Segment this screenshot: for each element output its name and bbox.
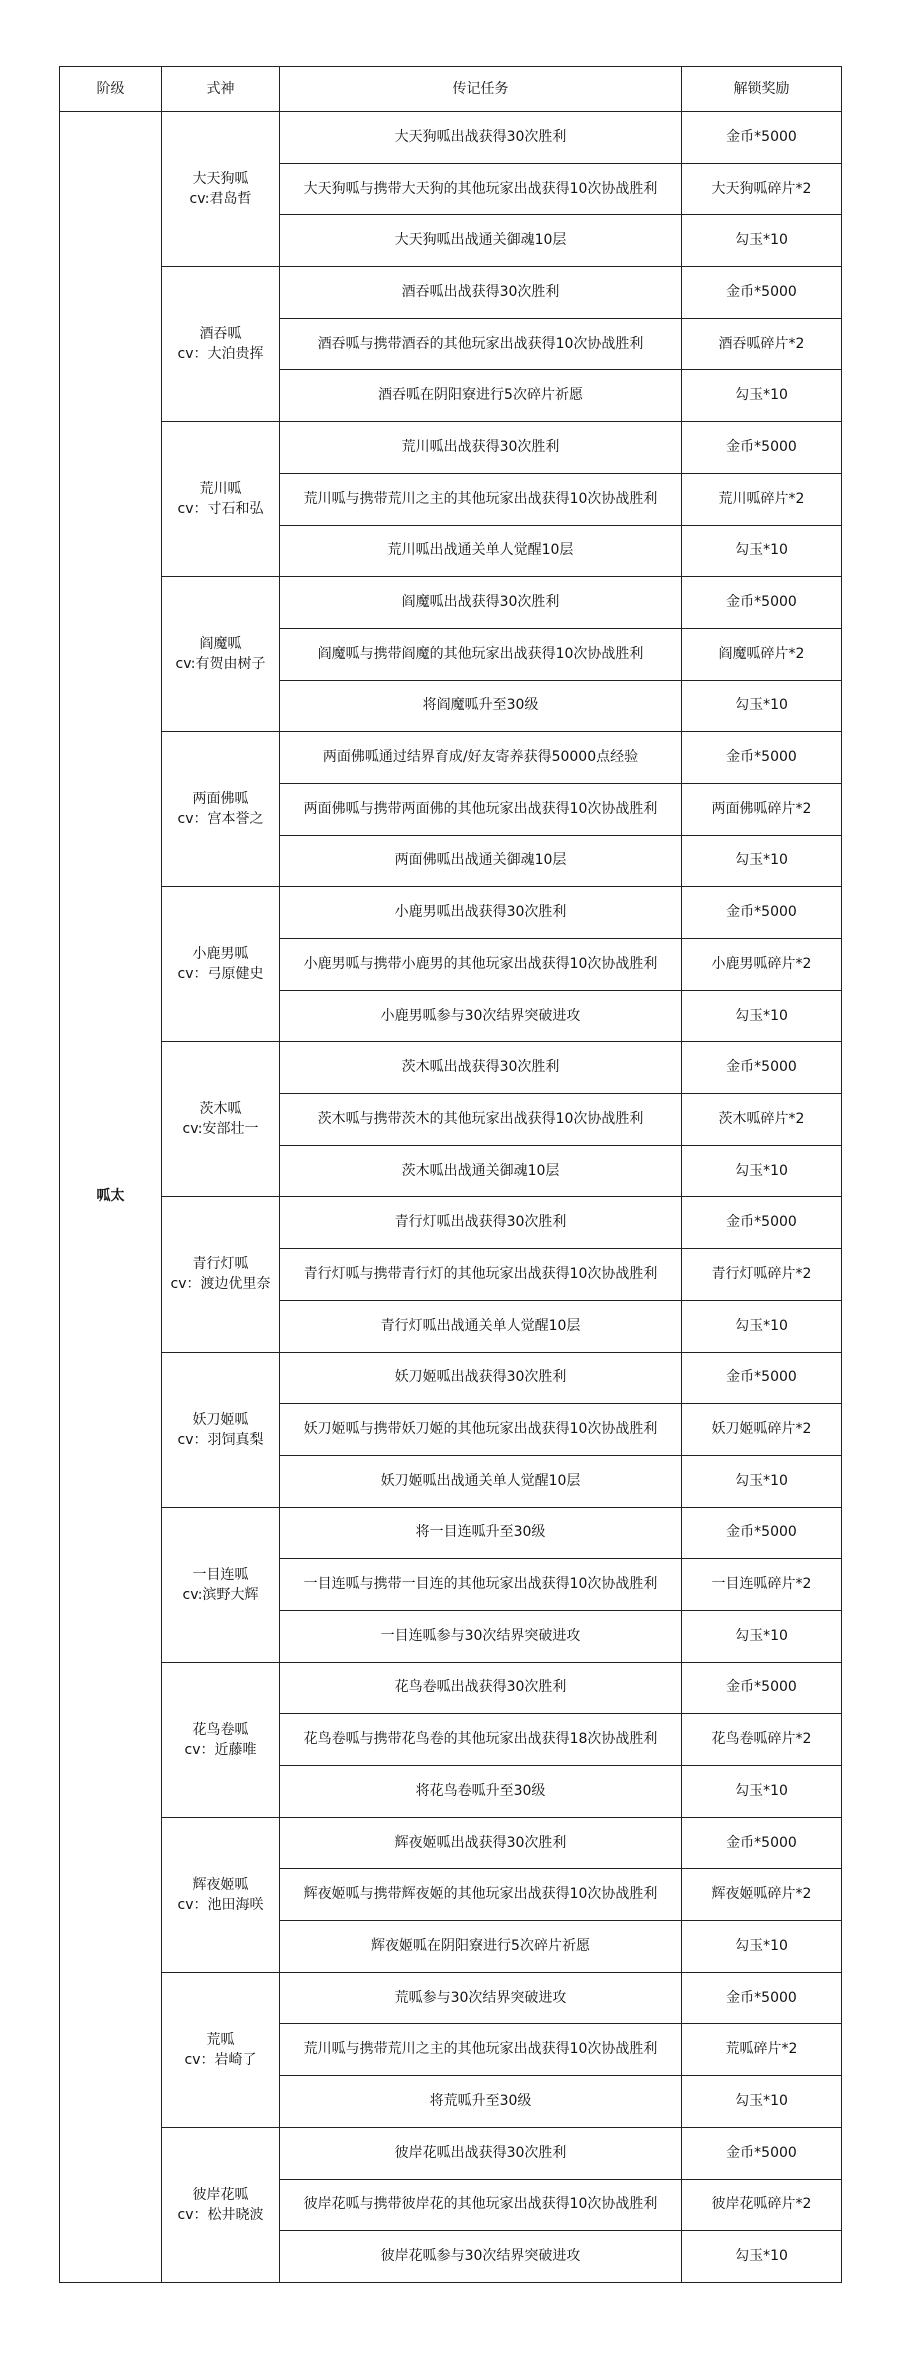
task-cell: 阎魔呱出战获得30次胜利 (280, 577, 682, 629)
reward-cell: 一目连呱碎片*2 (682, 1559, 842, 1611)
task-cell: 青行灯呱出战获得30次胜利 (280, 1197, 682, 1249)
reward-cell: 金币*5000 (682, 887, 842, 939)
table-body (60, 112, 842, 2283)
shikigami-cell (162, 1817, 280, 1972)
reward-cell: 青行灯呱碎片*2 (682, 1249, 842, 1301)
task-cell: 两面佛呱出战通关御魂10层 (280, 835, 682, 887)
reward-cell: 茨木呱碎片*2 (682, 1094, 842, 1146)
reward-cell: 荒川呱碎片*2 (682, 473, 842, 525)
reward-cell: 花鸟卷呱碎片*2 (682, 1714, 842, 1766)
task-cell: 一目连呱与携带一目连的其他玩家出战获得10次协战胜利 (280, 1559, 682, 1611)
reward-cell: 荒呱碎片*2 (682, 2024, 842, 2076)
task-cell: 一目连呱参与30次结界突破进攻 (280, 1610, 682, 1662)
task-cell: 酒吞呱在阴阳寮进行5次碎片祈愿 (280, 370, 682, 422)
reward-cell: 酒吞呱碎片*2 (682, 318, 842, 370)
task-cell: 将花鸟卷呱升至30级 (280, 1766, 682, 1818)
task-cell: 妖刀姬呱出战获得30次胜利 (280, 1352, 682, 1404)
table-row (60, 1662, 842, 1714)
reward-cell: 金币*5000 (682, 732, 842, 784)
shikigami-cell (162, 1197, 280, 1352)
task-cell: 荒川呱出战通关单人觉醒10层 (280, 525, 682, 577)
task-cell: 两面佛呱与携带两面佛的其他玩家出战获得10次协战胜利 (280, 783, 682, 835)
task-cell: 荒川呱与携带荒川之主的其他玩家出战获得10次协战胜利 (280, 473, 682, 525)
shikigami-cv: cv：渡边优里奈 (170, 1276, 271, 1293)
reward-cell: 金币*5000 (682, 1972, 842, 2024)
reward-cell: 金币*5000 (682, 1817, 842, 1869)
table-row (60, 1042, 842, 1094)
shikigami-cell (162, 1972, 280, 2127)
task-cell: 青行灯呱出战通关单人觉醒10层 (280, 1300, 682, 1352)
reward-cell: 两面佛呱碎片*2 (682, 783, 842, 835)
shikigami-name: 荒川呱 (199, 481, 242, 498)
reward-cell: 勾玉*10 (682, 370, 842, 422)
reward-cell: 金币*5000 (682, 267, 842, 319)
task-cell: 花鸟卷呱与携带花鸟卷的其他玩家出战获得18次协战胜利 (280, 1714, 682, 1766)
shikigami-cell (162, 422, 280, 577)
shikigami-cell (162, 112, 280, 267)
shikigami-name: 茨木呱 (199, 1101, 242, 1118)
shikigami-name: 大天狗呱 (192, 171, 249, 188)
reward-cell: 彼岸花呱碎片*2 (682, 2179, 842, 2231)
task-cell: 小鹿男呱参与30次结界突破进攻 (280, 990, 682, 1042)
reward-cell: 辉夜姬呱碎片*2 (682, 1869, 842, 1921)
reward-cell: 大天狗呱碎片*2 (682, 163, 842, 215)
reward-cell: 勾玉*10 (682, 1145, 842, 1197)
task-cell: 小鹿男呱与携带小鹿男的其他玩家出战获得10次协战胜利 (280, 939, 682, 991)
task-cell: 酒吞呱与携带酒吞的其他玩家出战获得10次协战胜利 (280, 318, 682, 370)
reward-cell: 金币*5000 (682, 1042, 842, 1094)
task-cell: 妖刀姬呱出战通关单人觉醒10层 (280, 1455, 682, 1507)
header-task: 传记任务 (280, 67, 682, 112)
shikigami-cell (162, 1507, 280, 1662)
shikigami-name: 荒呱 (206, 2031, 235, 2048)
shikigami-cell (162, 1662, 280, 1817)
task-cell: 大天狗呱出战获得30次胜利 (280, 112, 682, 164)
reward-cell: 金币*5000 (682, 577, 842, 629)
task-cell: 茨木呱出战通关御魂10层 (280, 1145, 682, 1197)
header-reward: 解锁奖励 (682, 67, 842, 112)
task-cell: 彼岸花呱与携带彼岸花的其他玩家出战获得10次协战胜利 (280, 2179, 682, 2231)
task-cell: 辉夜姬呱与携带辉夜姬的其他玩家出战获得10次协战胜利 (280, 1869, 682, 1921)
table-row (60, 732, 842, 784)
reward-cell: 勾玉*10 (682, 525, 842, 577)
reward-cell: 勾玉*10 (682, 835, 842, 887)
shikigami-cell (162, 732, 280, 887)
table-row (60, 1972, 842, 2024)
task-cell: 荒呱参与30次结界突破进攻 (280, 1972, 682, 2024)
shikigami-cv: cv：大泊贵挥 (177, 346, 264, 363)
shikigami-cv: cv：弓原健史 (177, 966, 264, 983)
shikigami-cell (162, 577, 280, 732)
reward-cell: 勾玉*10 (682, 1610, 842, 1662)
task-cell: 妖刀姬呱与携带妖刀姬的其他玩家出战获得10次协战胜利 (280, 1404, 682, 1456)
task-cell: 大天狗呱与携带大天狗的其他玩家出战获得10次协战胜利 (280, 163, 682, 215)
task-cell: 辉夜姬呱出战获得30次胜利 (280, 1817, 682, 1869)
shikigami-name: 小鹿男呱 (192, 946, 249, 963)
table-header (60, 67, 842, 112)
reward-cell: 阎魔呱碎片*2 (682, 628, 842, 680)
shikigami-cell (162, 887, 280, 1042)
task-cell: 将一目连呱升至30级 (280, 1507, 682, 1559)
reward-cell: 勾玉*10 (682, 1455, 842, 1507)
shikigami-cell (162, 1352, 280, 1507)
shikigami-name: 辉夜姬呱 (192, 1876, 249, 1893)
shikigami-cv: cv：宫本誉之 (177, 811, 264, 828)
reward-cell: 勾玉*10 (682, 990, 842, 1042)
reward-cell: 金币*5000 (682, 1507, 842, 1559)
reward-cell: 勾玉*10 (682, 1921, 842, 1973)
task-cell: 茨木呱与携带茨木的其他玩家出战获得10次协战胜利 (280, 1094, 682, 1146)
table-row (60, 1507, 842, 1559)
table-row (60, 112, 842, 164)
task-cell: 茨木呱出战获得30次胜利 (280, 1042, 682, 1094)
reward-cell: 金币*5000 (682, 112, 842, 164)
task-cell: 酒吞呱出战获得30次胜利 (280, 267, 682, 319)
shikigami-cv: cv：羽饲真梨 (177, 1431, 264, 1448)
shikigami-cv: cv：池田海咲 (177, 1896, 264, 1913)
task-cell: 荒川呱与携带荒川之主的其他玩家出战获得10次协战胜利 (280, 2024, 682, 2076)
table-row (60, 577, 842, 629)
shikigami-name: 青行灯呱 (192, 1256, 249, 1273)
reward-cell: 金币*5000 (682, 1662, 842, 1714)
shikigami-cv: cv:有贺由树子 (175, 656, 266, 673)
reward-cell: 金币*5000 (682, 422, 842, 474)
task-cell: 将阎魔呱升至30级 (280, 680, 682, 732)
shikigami-cv: cv：松井晓波 (177, 2206, 264, 2223)
shikigami-cell (162, 267, 280, 422)
shikigami-cell (162, 1042, 280, 1197)
reward-cell: 勾玉*10 (682, 215, 842, 267)
reward-cell: 勾玉*10 (682, 1300, 842, 1352)
shikigami-cv: cv:滨野大辉 (182, 1586, 259, 1603)
shikigami-name: 一目连呱 (192, 1566, 249, 1583)
task-cell: 荒川呱出战获得30次胜利 (280, 422, 682, 474)
tier-cell: 呱太 (60, 112, 162, 2283)
task-cell: 将荒呱升至30级 (280, 2076, 682, 2128)
reward-cell: 小鹿男呱碎片*2 (682, 939, 842, 991)
shikigami-name: 阎魔呱 (199, 636, 242, 653)
reward-cell: 金币*5000 (682, 1352, 842, 1404)
shikigami-name: 妖刀姬呱 (192, 1411, 249, 1428)
task-cell: 花鸟卷呱出战获得30次胜利 (280, 1662, 682, 1714)
shikigami-name: 酒吞呱 (199, 326, 242, 343)
shikigami-name: 彼岸花呱 (192, 2186, 249, 2203)
task-cell: 辉夜姬呱在阴阳寮进行5次碎片祈愿 (280, 1921, 682, 1973)
table-row (60, 887, 842, 939)
table-row (60, 267, 842, 319)
shikigami-cv: cv：近藤唯 (184, 1741, 257, 1758)
shikigami-name: 花鸟卷呱 (192, 1721, 249, 1738)
reward-cell: 勾玉*10 (682, 2076, 842, 2128)
shikigami-cv: cv:君岛哲 (189, 191, 252, 208)
reward-cell: 勾玉*10 (682, 2231, 842, 2283)
reward-cell: 勾玉*10 (682, 1766, 842, 1818)
reward-cell: 金币*5000 (682, 2127, 842, 2179)
shikigami-cv: cv:安部壮一 (182, 1121, 259, 1138)
table-row (60, 1352, 842, 1404)
reward-cell: 妖刀姬呱碎片*2 (682, 1404, 842, 1456)
task-cell: 彼岸花呱参与30次结界突破进攻 (280, 2231, 682, 2283)
header-row (60, 67, 842, 112)
shikigami-cv: cv：岩崎了 (184, 2051, 257, 2068)
task-cell: 大天狗呱出战通关御魂10层 (280, 215, 682, 267)
reward-cell: 勾玉*10 (682, 680, 842, 732)
task-cell: 两面佛呱通过结界育成/好友寄养获得50000点经验 (280, 732, 682, 784)
task-cell: 青行灯呱与携带青行灯的其他玩家出战获得10次协战胜利 (280, 1249, 682, 1301)
shikigami-cell (162, 2127, 280, 2282)
shikigami-name: 两面佛呱 (192, 791, 249, 808)
task-cell: 阎魔呱与携带阎魔的其他玩家出战获得10次协战胜利 (280, 628, 682, 680)
header-tier: 阶级 (60, 67, 162, 112)
task-cell: 彼岸花呱出战获得30次胜利 (280, 2127, 682, 2179)
table-row (60, 1817, 842, 1869)
header-shikigami: 式神 (162, 67, 280, 112)
table-row (60, 422, 842, 474)
table-row (60, 2127, 842, 2179)
table-row (60, 1197, 842, 1249)
biography-task-table (59, 66, 842, 2283)
reward-cell: 金币*5000 (682, 1197, 842, 1249)
task-cell: 小鹿男呱出战获得30次胜利 (280, 887, 682, 939)
shikigami-cv: cv：寸石和弘 (177, 501, 264, 518)
